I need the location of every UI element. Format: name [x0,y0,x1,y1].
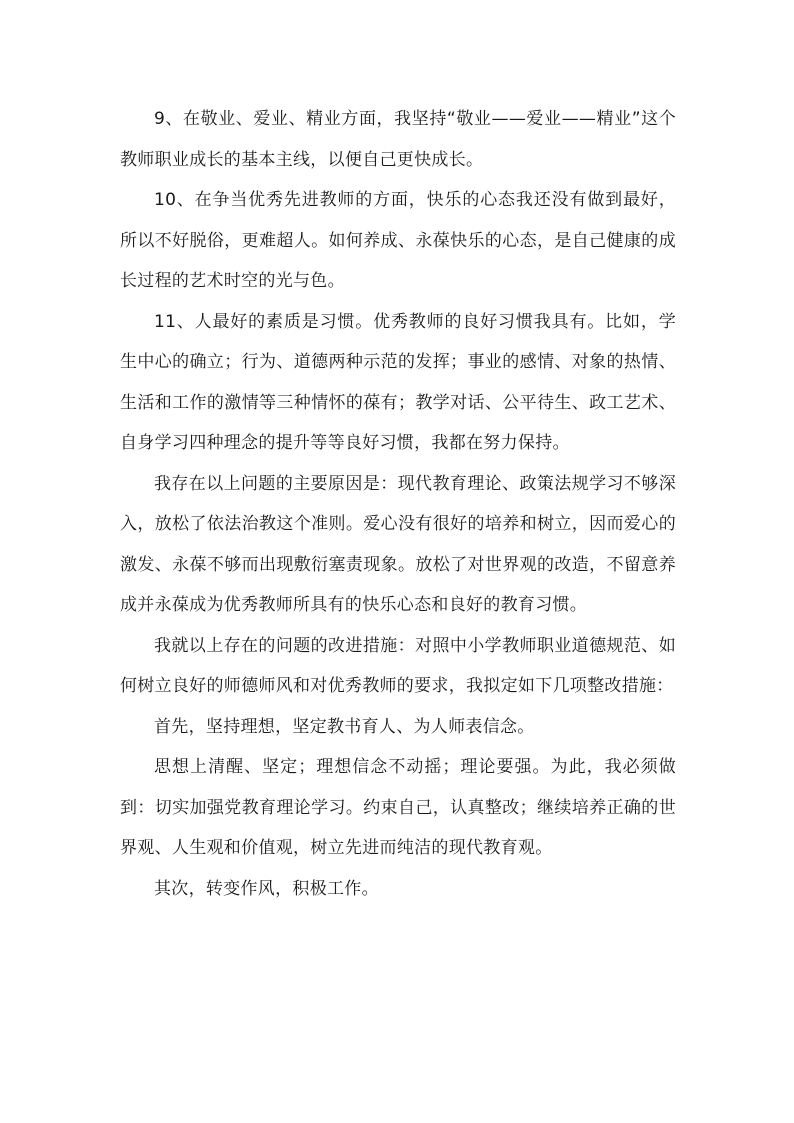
paragraph-measures-intro: 我就以上存在的问题的改进措施：对照中小学教师职业道德规范、如何树立良好的师德师风和对优秀教师的要求，我拟定如下几项整改措施： [120,635,676,696]
paragraph-item-11: 11、人最好的素质是习惯。优秀教师的良好习惯我具有。比如，学生中心的确立；行为、道德两种示范的发挥；事业的感情、对象的热情、生活和工作的激情等三种情怀的葆有；教学对话、公平待生、政工艺术、自身学习四种理念的提升等等良好习惯，我都在努力保持。 [120,311,676,453]
document-body [120,99,676,909]
paragraph-first-measure: 首先，坚持理想，坚定教书育人、为人师表信念。 [154,716,535,737]
paragraph-first-measure-detail: 思想上清醒、坚定；理想信念不动摇；理论要强。为此，我必须做到：切实加强党教育理论学习。约束自己，认真整改；继续培养正确的世界观、人生观和价值观，树立先进而纯洁的现代教育观。 [120,757,676,858]
paragraph-causes: 我存在以上问题的主要原因是：现代教育理论、政策法规学习不够深入，放松了依法治教这个准则。爱心没有很好的培养和树立，因而爱心的激发、永葆不够而出现敷衍塞责现象。放松了对世界观的改造，不留意养成并永葆成为优秀教师所具有的快乐心态和良好的教育习惯。 [120,473,676,615]
paragraph-second-measure: 其次，转变作风，积极工作。 [154,878,379,899]
paragraph-item-9: 9、在敬业、爱业、精业方面，我坚持“敬业——爱业——精业”这个教师职业成长的基本主线，以便自己更快成长。 [120,109,676,170]
paragraph-item-10: 10、在争当优秀先进教师的方面，快乐的心态我还没有做到最好，所以不好脱俗，更难超人。如何养成、永葆快乐的心态，是自己健康的成长过程的艺术时空的光与色。 [120,190,676,291]
